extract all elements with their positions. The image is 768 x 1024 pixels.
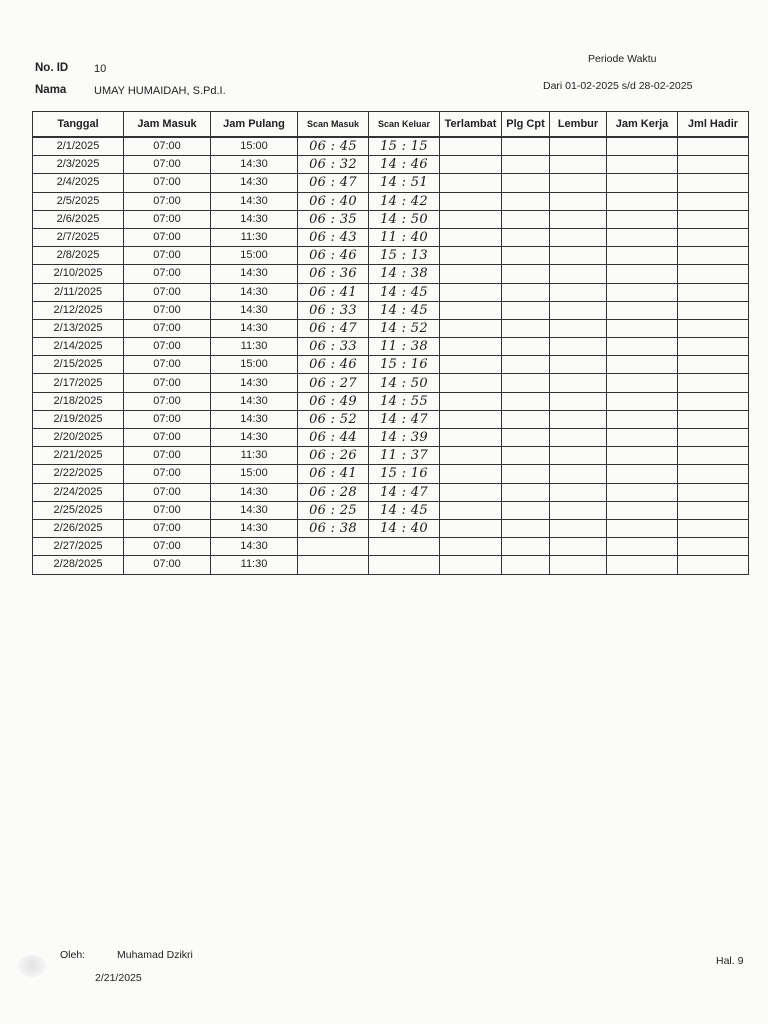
cell-lembur (550, 356, 607, 374)
cell-plg-cpt (502, 556, 550, 574)
cell-scan-keluar: 14 : 51 (369, 174, 440, 192)
cell-jam-pulang: 15:00 (211, 247, 298, 265)
cell-scan-keluar: 14 : 52 (369, 319, 440, 337)
cell-scan-keluar: 15 : 16 (369, 465, 440, 483)
cell-jam-pulang: 14:30 (211, 192, 298, 210)
cell-lembur (550, 156, 607, 174)
cell-date: 2/6/2025 (33, 210, 124, 228)
cell-terlambat (440, 410, 502, 428)
cell-jml-hadir (678, 374, 749, 392)
cell-jam-masuk: 07:00 (124, 265, 211, 283)
cell-scan-masuk: 06 : 46 (298, 247, 369, 265)
cell-jam-masuk: 07:00 (124, 338, 211, 356)
cell-date: 2/5/2025 (33, 192, 124, 210)
cell-plg-cpt (502, 483, 550, 501)
cell-plg-cpt (502, 465, 550, 483)
cell-jam-pulang: 11:30 (211, 447, 298, 465)
cell-jml-hadir (678, 301, 749, 319)
cell-plg-cpt (502, 356, 550, 374)
footer-by-label: Oleh: (60, 949, 86, 961)
cell-jam-kerja (607, 319, 678, 337)
cell-plg-cpt (502, 501, 550, 519)
cell-terlambat (440, 137, 502, 156)
cell-terlambat (440, 465, 502, 483)
cell-lembur (550, 210, 607, 228)
cell-jam-pulang: 14:30 (211, 265, 298, 283)
cell-jam-pulang: 14:30 (211, 410, 298, 428)
cell-plg-cpt (502, 410, 550, 428)
col-header-terlambat: Terlambat (440, 112, 502, 138)
cell-jam-kerja (607, 501, 678, 519)
table-row (33, 429, 749, 447)
cell-scan-masuk: 06 : 26 (298, 447, 369, 465)
cell-jam-kerja (607, 228, 678, 246)
cell-scan-masuk: 06 : 41 (298, 465, 369, 483)
cell-date: 2/13/2025 (33, 319, 124, 337)
cell-jml-hadir (678, 392, 749, 410)
cell-jam-pulang: 14:30 (211, 301, 298, 319)
col-header-jam-masuk: Jam Masuk (124, 112, 211, 138)
cell-jam-pulang: 15:00 (211, 356, 298, 374)
cell-jam-kerja (607, 156, 678, 174)
cell-jml-hadir (678, 156, 749, 174)
cell-scan-keluar: 14 : 55 (369, 392, 440, 410)
table-row (33, 228, 749, 246)
cell-jml-hadir (678, 174, 749, 192)
cell-jam-masuk: 07:00 (124, 501, 211, 519)
cell-scan-masuk: 06 : 27 (298, 374, 369, 392)
cell-lembur (550, 338, 607, 356)
id-value: 10 (94, 63, 107, 75)
cell-scan-masuk: 06 : 52 (298, 410, 369, 428)
cell-scan-keluar: 14 : 40 (369, 519, 440, 537)
cell-jml-hadir (678, 483, 749, 501)
cell-date: 2/8/2025 (33, 247, 124, 265)
cell-jam-kerja (607, 483, 678, 501)
cell-plg-cpt (502, 137, 550, 156)
cell-jml-hadir (678, 519, 749, 537)
col-header-lembur: Lembur (550, 112, 607, 138)
cell-jml-hadir (678, 228, 749, 246)
cell-jam-kerja (607, 429, 678, 447)
cell-jam-kerja (607, 174, 678, 192)
cell-lembur (550, 519, 607, 537)
cell-scan-keluar: 14 : 47 (369, 483, 440, 501)
table-row (33, 247, 749, 265)
cell-jam-pulang: 14:30 (211, 501, 298, 519)
cell-scan-masuk: 06 : 47 (298, 174, 369, 192)
table-row (33, 156, 749, 174)
table-row (33, 338, 749, 356)
cell-plg-cpt (502, 338, 550, 356)
cell-scan-keluar: 11 : 37 (369, 447, 440, 465)
cell-scan-masuk: 06 : 28 (298, 483, 369, 501)
col-header-tanggal: Tanggal (33, 112, 124, 138)
cell-scan-keluar (369, 556, 440, 574)
cell-plg-cpt (502, 265, 550, 283)
footer-date: 2/21/2025 (95, 972, 142, 984)
cell-terlambat (440, 429, 502, 447)
cell-jam-pulang: 15:00 (211, 465, 298, 483)
cell-jam-masuk: 07:00 (124, 174, 211, 192)
table-row (33, 192, 749, 210)
cell-terlambat (440, 319, 502, 337)
cell-jam-pulang: 14:30 (211, 156, 298, 174)
table-row (33, 374, 749, 392)
cell-plg-cpt (502, 447, 550, 465)
cell-jam-kerja (607, 556, 678, 574)
cell-jam-pulang: 14:30 (211, 210, 298, 228)
cell-scan-masuk: 06 : 38 (298, 519, 369, 537)
cell-date: 2/25/2025 (33, 501, 124, 519)
cell-jml-hadir (678, 356, 749, 374)
table-row (33, 137, 749, 156)
cell-jam-kerja (607, 392, 678, 410)
cell-terlambat (440, 283, 502, 301)
cell-scan-keluar: 14 : 45 (369, 501, 440, 519)
table-row (33, 283, 749, 301)
cell-date: 2/15/2025 (33, 356, 124, 374)
cell-scan-masuk: 06 : 49 (298, 392, 369, 410)
cell-date: 2/7/2025 (33, 228, 124, 246)
cell-jml-hadir (678, 501, 749, 519)
cell-plg-cpt (502, 174, 550, 192)
footer-by-name: Muhamad Dzikri (117, 949, 193, 961)
cell-lembur (550, 283, 607, 301)
cell-date: 2/22/2025 (33, 465, 124, 483)
attendance-table-body (33, 137, 749, 574)
cell-plg-cpt (502, 519, 550, 537)
cell-jam-masuk: 07:00 (124, 137, 211, 156)
cell-date: 2/28/2025 (33, 556, 124, 574)
cell-jml-hadir (678, 319, 749, 337)
cell-jam-masuk: 07:00 (124, 192, 211, 210)
cell-lembur (550, 174, 607, 192)
cell-lembur (550, 447, 607, 465)
cell-lembur (550, 465, 607, 483)
cell-jam-kerja (607, 247, 678, 265)
cell-jam-masuk: 07:00 (124, 374, 211, 392)
scan-smudge (18, 955, 46, 977)
cell-jml-hadir (678, 556, 749, 574)
cell-terlambat (440, 447, 502, 465)
cell-date: 2/27/2025 (33, 538, 124, 556)
cell-jam-kerja (607, 410, 678, 428)
cell-terlambat (440, 538, 502, 556)
cell-jam-kerja (607, 374, 678, 392)
cell-jam-masuk: 07:00 (124, 465, 211, 483)
cell-jam-kerja (607, 301, 678, 319)
cell-jam-masuk: 07:00 (124, 156, 211, 174)
cell-jam-pulang: 14:30 (211, 429, 298, 447)
cell-plg-cpt (502, 392, 550, 410)
table-row (33, 483, 749, 501)
cell-scan-keluar: 11 : 40 (369, 228, 440, 246)
cell-jml-hadir (678, 410, 749, 428)
cell-lembur (550, 374, 607, 392)
cell-lembur (550, 228, 607, 246)
cell-date: 2/21/2025 (33, 447, 124, 465)
cell-lembur (550, 392, 607, 410)
cell-date: 2/1/2025 (33, 137, 124, 156)
cell-jam-masuk: 07:00 (124, 519, 211, 537)
cell-jam-kerja (607, 338, 678, 356)
col-header-jam-kerja: Jam Kerja (607, 112, 678, 138)
cell-terlambat (440, 247, 502, 265)
cell-scan-keluar (369, 538, 440, 556)
cell-scan-keluar: 14 : 38 (369, 265, 440, 283)
cell-jam-pulang: 14:30 (211, 174, 298, 192)
cell-scan-keluar: 14 : 45 (369, 283, 440, 301)
cell-plg-cpt (502, 429, 550, 447)
page-number: Hal. 9 (716, 955, 744, 967)
cell-lembur (550, 301, 607, 319)
cell-plg-cpt (502, 228, 550, 246)
cell-plg-cpt (502, 301, 550, 319)
cell-jam-pulang: 14:30 (211, 283, 298, 301)
cell-scan-masuk: 06 : 43 (298, 228, 369, 246)
cell-scan-keluar: 15 : 15 (369, 137, 440, 156)
cell-jam-kerja (607, 465, 678, 483)
cell-date: 2/10/2025 (33, 265, 124, 283)
cell-date: 2/20/2025 (33, 429, 124, 447)
cell-jam-kerja (607, 538, 678, 556)
cell-scan-keluar: 14 : 47 (369, 410, 440, 428)
cell-scan-masuk: 06 : 40 (298, 192, 369, 210)
cell-jam-masuk: 07:00 (124, 301, 211, 319)
cell-terlambat (440, 392, 502, 410)
cell-scan-keluar: 15 : 16 (369, 356, 440, 374)
cell-plg-cpt (502, 192, 550, 210)
cell-plg-cpt (502, 538, 550, 556)
cell-scan-masuk (298, 556, 369, 574)
table-row (33, 410, 749, 428)
cell-jam-kerja (607, 137, 678, 156)
name-value: UMAY HUMAIDAH, S.Pd.I. (94, 85, 226, 97)
cell-date: 2/17/2025 (33, 374, 124, 392)
cell-date: 2/19/2025 (33, 410, 124, 428)
cell-scan-masuk: 06 : 47 (298, 319, 369, 337)
cell-scan-keluar: 14 : 46 (369, 156, 440, 174)
period-value: Dari 01-02-2025 s/d 28-02-2025 (543, 80, 693, 92)
cell-jam-masuk: 07:00 (124, 210, 211, 228)
col-header-scan-keluar: Scan Keluar (369, 112, 440, 138)
cell-jam-pulang: 14:30 (211, 392, 298, 410)
cell-plg-cpt (502, 283, 550, 301)
cell-plg-cpt (502, 247, 550, 265)
cell-terlambat (440, 192, 502, 210)
col-header-scan-masuk: Scan Masuk (298, 112, 369, 138)
table-row (33, 301, 749, 319)
name-label: Nama (35, 84, 67, 96)
cell-date: 2/26/2025 (33, 519, 124, 537)
cell-jam-kerja (607, 265, 678, 283)
cell-jml-hadir (678, 210, 749, 228)
cell-jam-kerja (607, 210, 678, 228)
cell-scan-masuk: 06 : 45 (298, 137, 369, 156)
cell-jam-pulang: 14:30 (211, 319, 298, 337)
cell-jam-masuk: 07:00 (124, 556, 211, 574)
cell-terlambat (440, 483, 502, 501)
cell-scan-masuk: 06 : 46 (298, 356, 369, 374)
cell-terlambat (440, 265, 502, 283)
cell-jam-kerja (607, 447, 678, 465)
cell-plg-cpt (502, 210, 550, 228)
table-header-row (33, 112, 749, 138)
cell-plg-cpt (502, 319, 550, 337)
cell-terlambat (440, 519, 502, 537)
cell-lembur (550, 538, 607, 556)
cell-jml-hadir (678, 283, 749, 301)
table-row (33, 319, 749, 337)
cell-jam-masuk: 07:00 (124, 283, 211, 301)
cell-jml-hadir (678, 137, 749, 156)
cell-jml-hadir (678, 192, 749, 210)
cell-jam-masuk: 07:00 (124, 538, 211, 556)
table-row (33, 392, 749, 410)
cell-terlambat (440, 174, 502, 192)
cell-date: 2/4/2025 (33, 174, 124, 192)
col-header-jam-pulang: Jam Pulang (211, 112, 298, 138)
cell-terlambat (440, 228, 502, 246)
table-row (33, 356, 749, 374)
cell-lembur (550, 501, 607, 519)
cell-lembur (550, 192, 607, 210)
cell-scan-masuk: 06 : 33 (298, 301, 369, 319)
cell-jam-pulang: 14:30 (211, 519, 298, 537)
cell-date: 2/14/2025 (33, 338, 124, 356)
cell-lembur (550, 556, 607, 574)
cell-date: 2/3/2025 (33, 156, 124, 174)
table-row (33, 210, 749, 228)
id-label: No. ID (35, 62, 69, 74)
cell-jml-hadir (678, 447, 749, 465)
cell-terlambat (440, 556, 502, 574)
cell-plg-cpt (502, 156, 550, 174)
table-row (33, 447, 749, 465)
cell-plg-cpt (502, 374, 550, 392)
cell-terlambat (440, 338, 502, 356)
cell-jam-kerja (607, 192, 678, 210)
cell-jml-hadir (678, 338, 749, 356)
cell-terlambat (440, 156, 502, 174)
table-row (33, 538, 749, 556)
table-row (33, 519, 749, 537)
cell-scan-masuk: 06 : 32 (298, 156, 369, 174)
cell-scan-keluar: 14 : 50 (369, 210, 440, 228)
cell-terlambat (440, 501, 502, 519)
cell-jml-hadir (678, 265, 749, 283)
cell-date: 2/12/2025 (33, 301, 124, 319)
period-label: Periode Waktu (588, 53, 657, 65)
cell-jam-kerja (607, 519, 678, 537)
cell-scan-keluar: 15 : 13 (369, 247, 440, 265)
cell-jam-pulang: 14:30 (211, 374, 298, 392)
cell-scan-keluar: 14 : 39 (369, 429, 440, 447)
cell-date: 2/24/2025 (33, 483, 124, 501)
cell-lembur (550, 429, 607, 447)
cell-jam-pulang: 11:30 (211, 556, 298, 574)
cell-scan-keluar: 11 : 38 (369, 338, 440, 356)
cell-jml-hadir (678, 247, 749, 265)
cell-scan-keluar: 14 : 45 (369, 301, 440, 319)
cell-terlambat (440, 356, 502, 374)
cell-terlambat (440, 374, 502, 392)
table-row (33, 465, 749, 483)
cell-jam-pulang: 14:30 (211, 538, 298, 556)
cell-terlambat (440, 301, 502, 319)
cell-jam-masuk: 07:00 (124, 228, 211, 246)
cell-jam-masuk: 07:00 (124, 483, 211, 501)
cell-jam-masuk: 07:00 (124, 410, 211, 428)
cell-lembur (550, 265, 607, 283)
col-header-jml-hadir: Jml Hadir (678, 112, 749, 138)
cell-lembur (550, 319, 607, 337)
attendance-table (32, 111, 749, 575)
cell-jam-pulang: 11:30 (211, 338, 298, 356)
cell-scan-masuk: 06 : 44 (298, 429, 369, 447)
cell-lembur (550, 137, 607, 156)
cell-jam-kerja (607, 356, 678, 374)
cell-jam-masuk: 07:00 (124, 247, 211, 265)
cell-terlambat (440, 210, 502, 228)
cell-date: 2/18/2025 (33, 392, 124, 410)
table-row (33, 265, 749, 283)
cell-jam-masuk: 07:00 (124, 356, 211, 374)
cell-jam-pulang: 15:00 (211, 137, 298, 156)
cell-jml-hadir (678, 465, 749, 483)
cell-scan-masuk: 06 : 35 (298, 210, 369, 228)
cell-scan-keluar: 14 : 50 (369, 374, 440, 392)
cell-jml-hadir (678, 538, 749, 556)
cell-jam-masuk: 07:00 (124, 319, 211, 337)
cell-scan-masuk: 06 : 25 (298, 501, 369, 519)
cell-jam-masuk: 07:00 (124, 392, 211, 410)
cell-jml-hadir (678, 429, 749, 447)
cell-scan-masuk: 06 : 41 (298, 283, 369, 301)
cell-jam-masuk: 07:00 (124, 447, 211, 465)
cell-scan-masuk: 06 : 33 (298, 338, 369, 356)
table-row (33, 556, 749, 574)
cell-jam-pulang: 11:30 (211, 228, 298, 246)
cell-jam-masuk: 07:00 (124, 429, 211, 447)
cell-lembur (550, 410, 607, 428)
cell-scan-masuk (298, 538, 369, 556)
table-row (33, 501, 749, 519)
cell-lembur (550, 483, 607, 501)
col-header-plg-cpt: Plg Cpt (502, 112, 550, 138)
cell-jam-pulang: 14:30 (211, 483, 298, 501)
cell-scan-keluar: 14 : 42 (369, 192, 440, 210)
table-row (33, 174, 749, 192)
cell-scan-masuk: 06 : 36 (298, 265, 369, 283)
cell-date: 2/11/2025 (33, 283, 124, 301)
cell-jam-kerja (607, 283, 678, 301)
cell-lembur (550, 247, 607, 265)
